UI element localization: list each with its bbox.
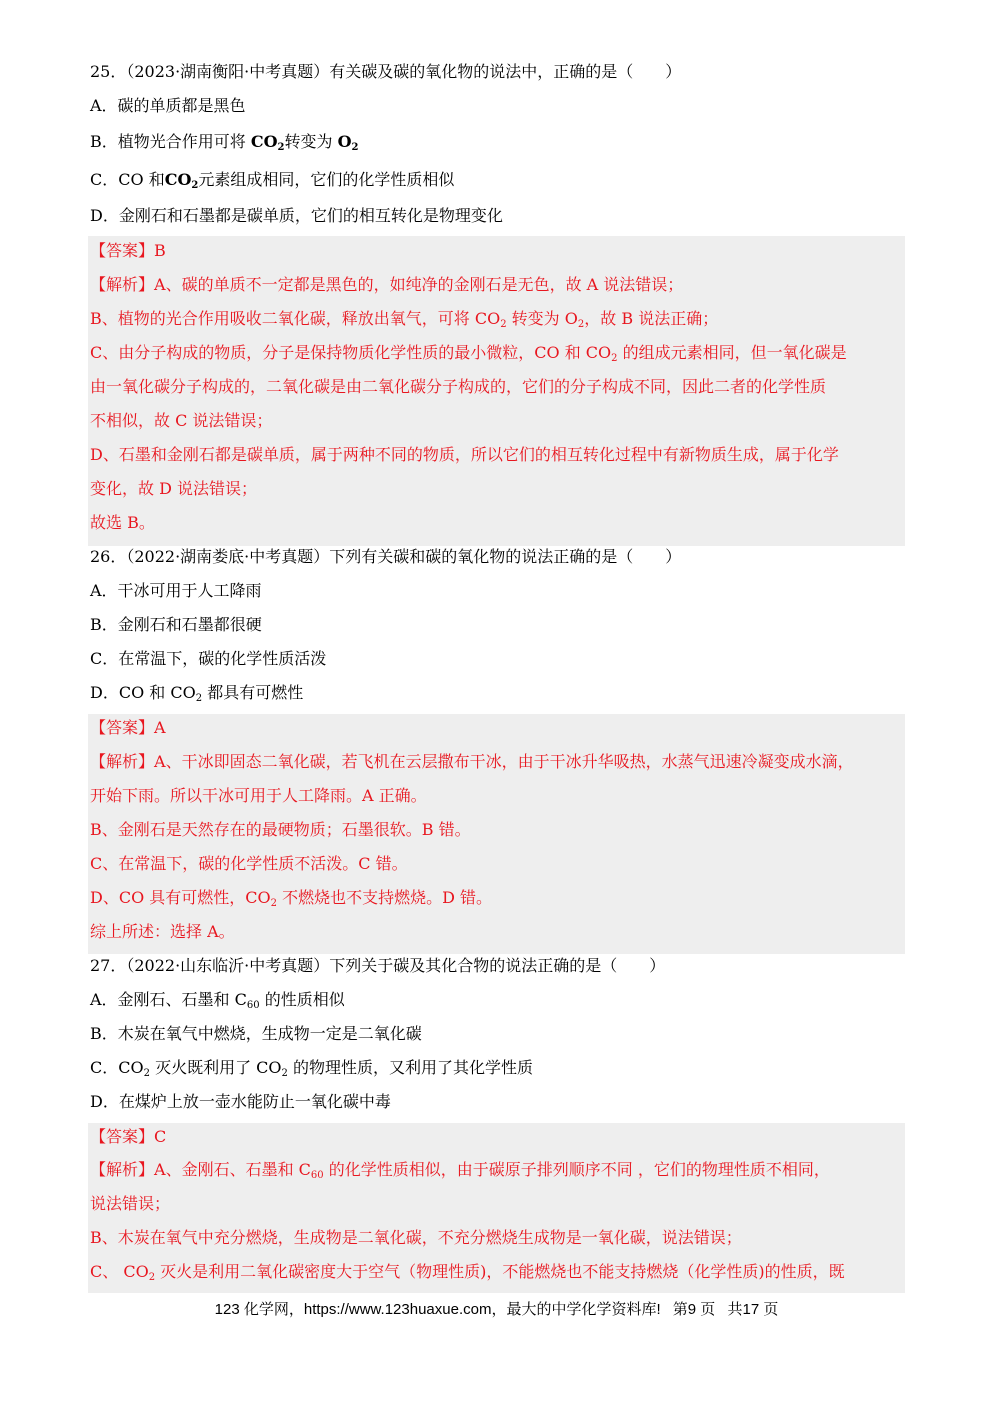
q26-exp-2: 开始下雨。所以干冰可用于人工降雨。A 正确。 (90, 786, 427, 805)
q26-option-c[interactable]: C．在常温下，碳的化学性质活泼 (90, 649, 327, 668)
subscript: 2 (191, 180, 199, 191)
footer-page-number: 第9 页 (672, 1301, 716, 1318)
q26-exp-6: 综上所述：选择 A。 (90, 922, 235, 941)
text: 的化学性质相似，由于碳原子排列顺序不同 ，它们的物理性质不相同， (323, 1160, 830, 1179)
text: 转变为 O (506, 309, 578, 328)
text: 的组成元素相同，但一氧化碳是 (617, 343, 847, 362)
q27-option-d[interactable]: D．在煤炉上放一壶水能防止一氧化碳中毒 (90, 1092, 391, 1111)
q27-exp-1 (90, 1153, 905, 1187)
text: D．CO 和 CO (90, 683, 196, 702)
q25-exp-5: 不相似，故 C 说法错误； (90, 411, 273, 430)
text: 不燃烧也不支持燃烧。D 错。 (277, 888, 493, 907)
subscript: 2 (195, 693, 203, 704)
formula: CO (164, 170, 192, 189)
footer-page-total: 共17 页 (727, 1301, 779, 1318)
q25-answer: 【答案】B (90, 241, 166, 260)
q26-stem: 26．（2022·湖南娄底·中考真题）下列有关碳和碳的氧化物的说法正确的是（ ） (90, 547, 682, 566)
q25-option-d[interactable]: D．金刚石和石墨都是碳单质，它们的相互转化是物理变化 (90, 206, 503, 225)
subscript: 2 (148, 1272, 156, 1283)
subscript: 2 (611, 353, 618, 364)
q25-exp-3 (90, 336, 905, 370)
q26-exp-3: B、金刚石是天然存在的最硬物质；石墨很软。B 错。 (90, 820, 471, 839)
subscript: 2 (281, 1068, 288, 1079)
q26-option-d[interactable] (90, 676, 905, 710)
text: 的物理性质，又利用了其化学性质 (287, 1058, 533, 1077)
q27-option-b[interactable]: B．木炭在氧气中燃烧，生成物一定是二氧化碳 (90, 1024, 422, 1043)
footer-site[interactable]: 123 化学网，https://www.123huaxue.com，最大的中学化学资料库! (214, 1301, 661, 1318)
text: A、金刚石、石墨和 C (154, 1160, 311, 1179)
q26-answer: 【答案】A (90, 718, 166, 737)
q26-exp-4: C、在常温下，碳的化学性质不活泼。C 错。 (90, 854, 408, 873)
text: A、碳的单质不一定都是黑色的，如纯净的金刚石是无色，故 A 说法错误； (154, 275, 684, 294)
text: 灭火既利用了 CO (149, 1058, 282, 1077)
q25-option-a[interactable]: A．碳的单质都是黑色 (90, 96, 246, 115)
text: B、植物的光合作用吸收二氧化碳，释放出氧气，可将 CO (90, 309, 501, 328)
text: C、 CO (90, 1262, 149, 1281)
text: A、干冰即固态二氧化碳，若飞机在云层撒布干冰，由于干冰升华吸热，水蒸气迅速冷凝变成水滴， (154, 752, 854, 771)
text: C、由分子构成的物质，分子是保持物质化学性质的最小微粒，CO 和 CO (90, 343, 612, 362)
text: A．金刚石、石墨和 C (90, 990, 247, 1009)
subscript: 60 (310, 1170, 324, 1181)
exp-tag: 【解析】 (90, 275, 155, 294)
q27-exp-2: 说法错误； (90, 1194, 171, 1213)
formula: CO (250, 132, 278, 151)
subscript: 60 (246, 1000, 260, 1011)
text: ，故 B 说法正确； (584, 309, 719, 328)
exp-tag: 【解析】 (90, 1160, 155, 1179)
text: 灭火是利用二氧化碳密度大于空气（物理性质)，不能燃烧也不能支持燃烧（化学性质)的性质，既 (155, 1262, 845, 1281)
exp-tag: 【解析】 (90, 752, 155, 771)
q25-exp-6: D、石墨和金刚石都是碳单质，属于两种不同的物质，所以它们的相互转化过程中有新物质生成，属于化学 (90, 445, 839, 464)
subscript: 2 (143, 1068, 150, 1079)
q26-exp-5 (90, 881, 905, 915)
text: C．CO 和 (90, 170, 165, 189)
q25-option-c[interactable] (90, 163, 905, 197)
subscript: 2 (270, 898, 278, 909)
q27-exp-4 (90, 1255, 905, 1289)
text: 都具有可燃性 (202, 683, 304, 702)
text: C．CO (90, 1058, 144, 1077)
q27-exp-3: B、木炭在氧气中充分燃烧，生成物是二氧化碳，不充分燃烧生成物是一氧化碳，说法错误； (90, 1228, 742, 1247)
q27-option-c[interactable] (90, 1051, 905, 1085)
q25-exp-1 (90, 268, 905, 302)
q25-exp-8: 故选 B。 (90, 513, 155, 532)
q27-answer: 【答案】C (90, 1127, 167, 1146)
text: B．植物光合作用可将 (90, 132, 251, 151)
q25-option-b[interactable] (90, 125, 905, 159)
q26-option-b[interactable]: B．金刚石和石墨都很硬 (90, 615, 262, 634)
text: 转变为 (284, 132, 338, 151)
subscript: 2 (277, 142, 285, 153)
q26-exp-1 (90, 745, 905, 779)
subscript: 2 (351, 142, 359, 153)
subscript: 2 (577, 319, 585, 330)
q26-option-a[interactable]: A．干冰可用于人工降雨 (90, 581, 262, 600)
formula: O (337, 132, 352, 151)
page-footer (0, 1296, 993, 1324)
q25-stem: 25．（2023·湖南衡阳·中考真题）有关碳及碳的氧化物的说法中，正确的是（ ） (90, 62, 682, 81)
q25-exp-7: 变化，故 D 说法错误； (90, 479, 258, 498)
subscript: 2 (500, 319, 507, 330)
text: 元素组成相同，它们的化学性质相似 (198, 170, 455, 189)
text: 的性质相似 (259, 990, 345, 1009)
q27-stem: 27．（2022·山东临沂·中考真题）下列关于碳及其化合物的说法正确的是（ ） (90, 956, 666, 975)
q25-exp-2 (90, 302, 905, 336)
q25-exp-4: 由一氧化碳分子构成的，二氧化碳是由二氧化碳分子构成的，它们的分子构成不同，因此二者的化学性质 (90, 377, 827, 396)
q27-option-a[interactable] (90, 983, 905, 1017)
text: D、CO 具有可燃性，CO (90, 888, 271, 907)
